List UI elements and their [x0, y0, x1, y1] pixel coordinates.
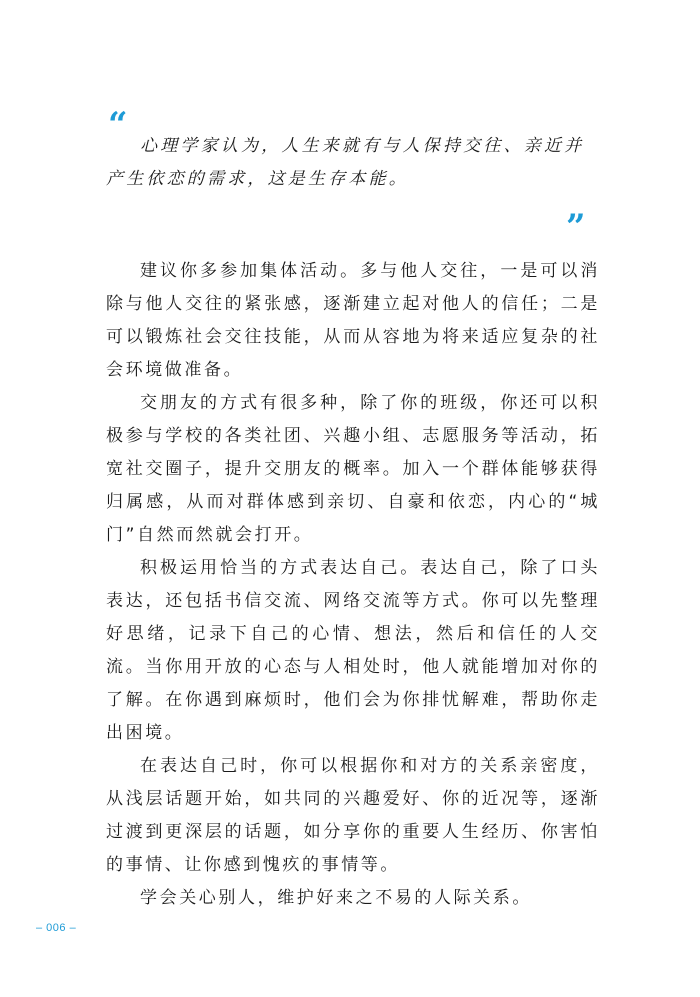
paragraph: 建议你多参加集体活动。多与他人交往，一是可以消除与他人交往的紧张感，逐渐建立起对他人的信任；二是可以锻炼社会交往技能，从而从容地为将来适应复杂的社会环境做准备。 [106, 261, 600, 380]
paragraph: 积极运用恰当的方式表达自己。表达自己，除了口头表达，还包括书信交流、网络交流等方式。你可以先整理好思绪，记录下自己的心情、想法，然后和信任的人交流。当你用开放的心态与人相处时，他人就能增加对你的了解。在你遇到麻烦时，他们会为你排忧解难，帮助你走出困境。 [106, 558, 600, 743]
page-number: – 006 – [36, 922, 77, 934]
pull-quote-text: 心理学家认为，人生来就有与人保持交往、亲近并产生依恋的需求，这是生存本能。 [106, 136, 585, 189]
body-text [106, 255, 600, 915]
paragraph: 学会关心别人，维护好来之不易的人际关系。 [140, 888, 532, 908]
open-quote-mark: “ [108, 105, 126, 145]
paragraph: 在表达自己时，你可以根据你和对方的关系亲密度，从浅层话题开始，如共同的兴趣爱好、你的近况等，逐渐过渡到更深层的话题，如分享你的重要人生经历、你害怕的事情、让你感到愧疚的事情等。 [106, 756, 600, 875]
paragraph: 交朋友的方式有很多种，除了你的班级，你还可以积极参与学校的各类社团、兴趣小组、志愿服务等活动，拓宽社交圈子，提升交朋友的概率。加入一个群体能够获得归属感，从而对群体感到亲切、自豪和依恋，内心的“城门”自然而然就会打开。 [106, 393, 600, 545]
close-quote-mark: ” [566, 207, 584, 247]
